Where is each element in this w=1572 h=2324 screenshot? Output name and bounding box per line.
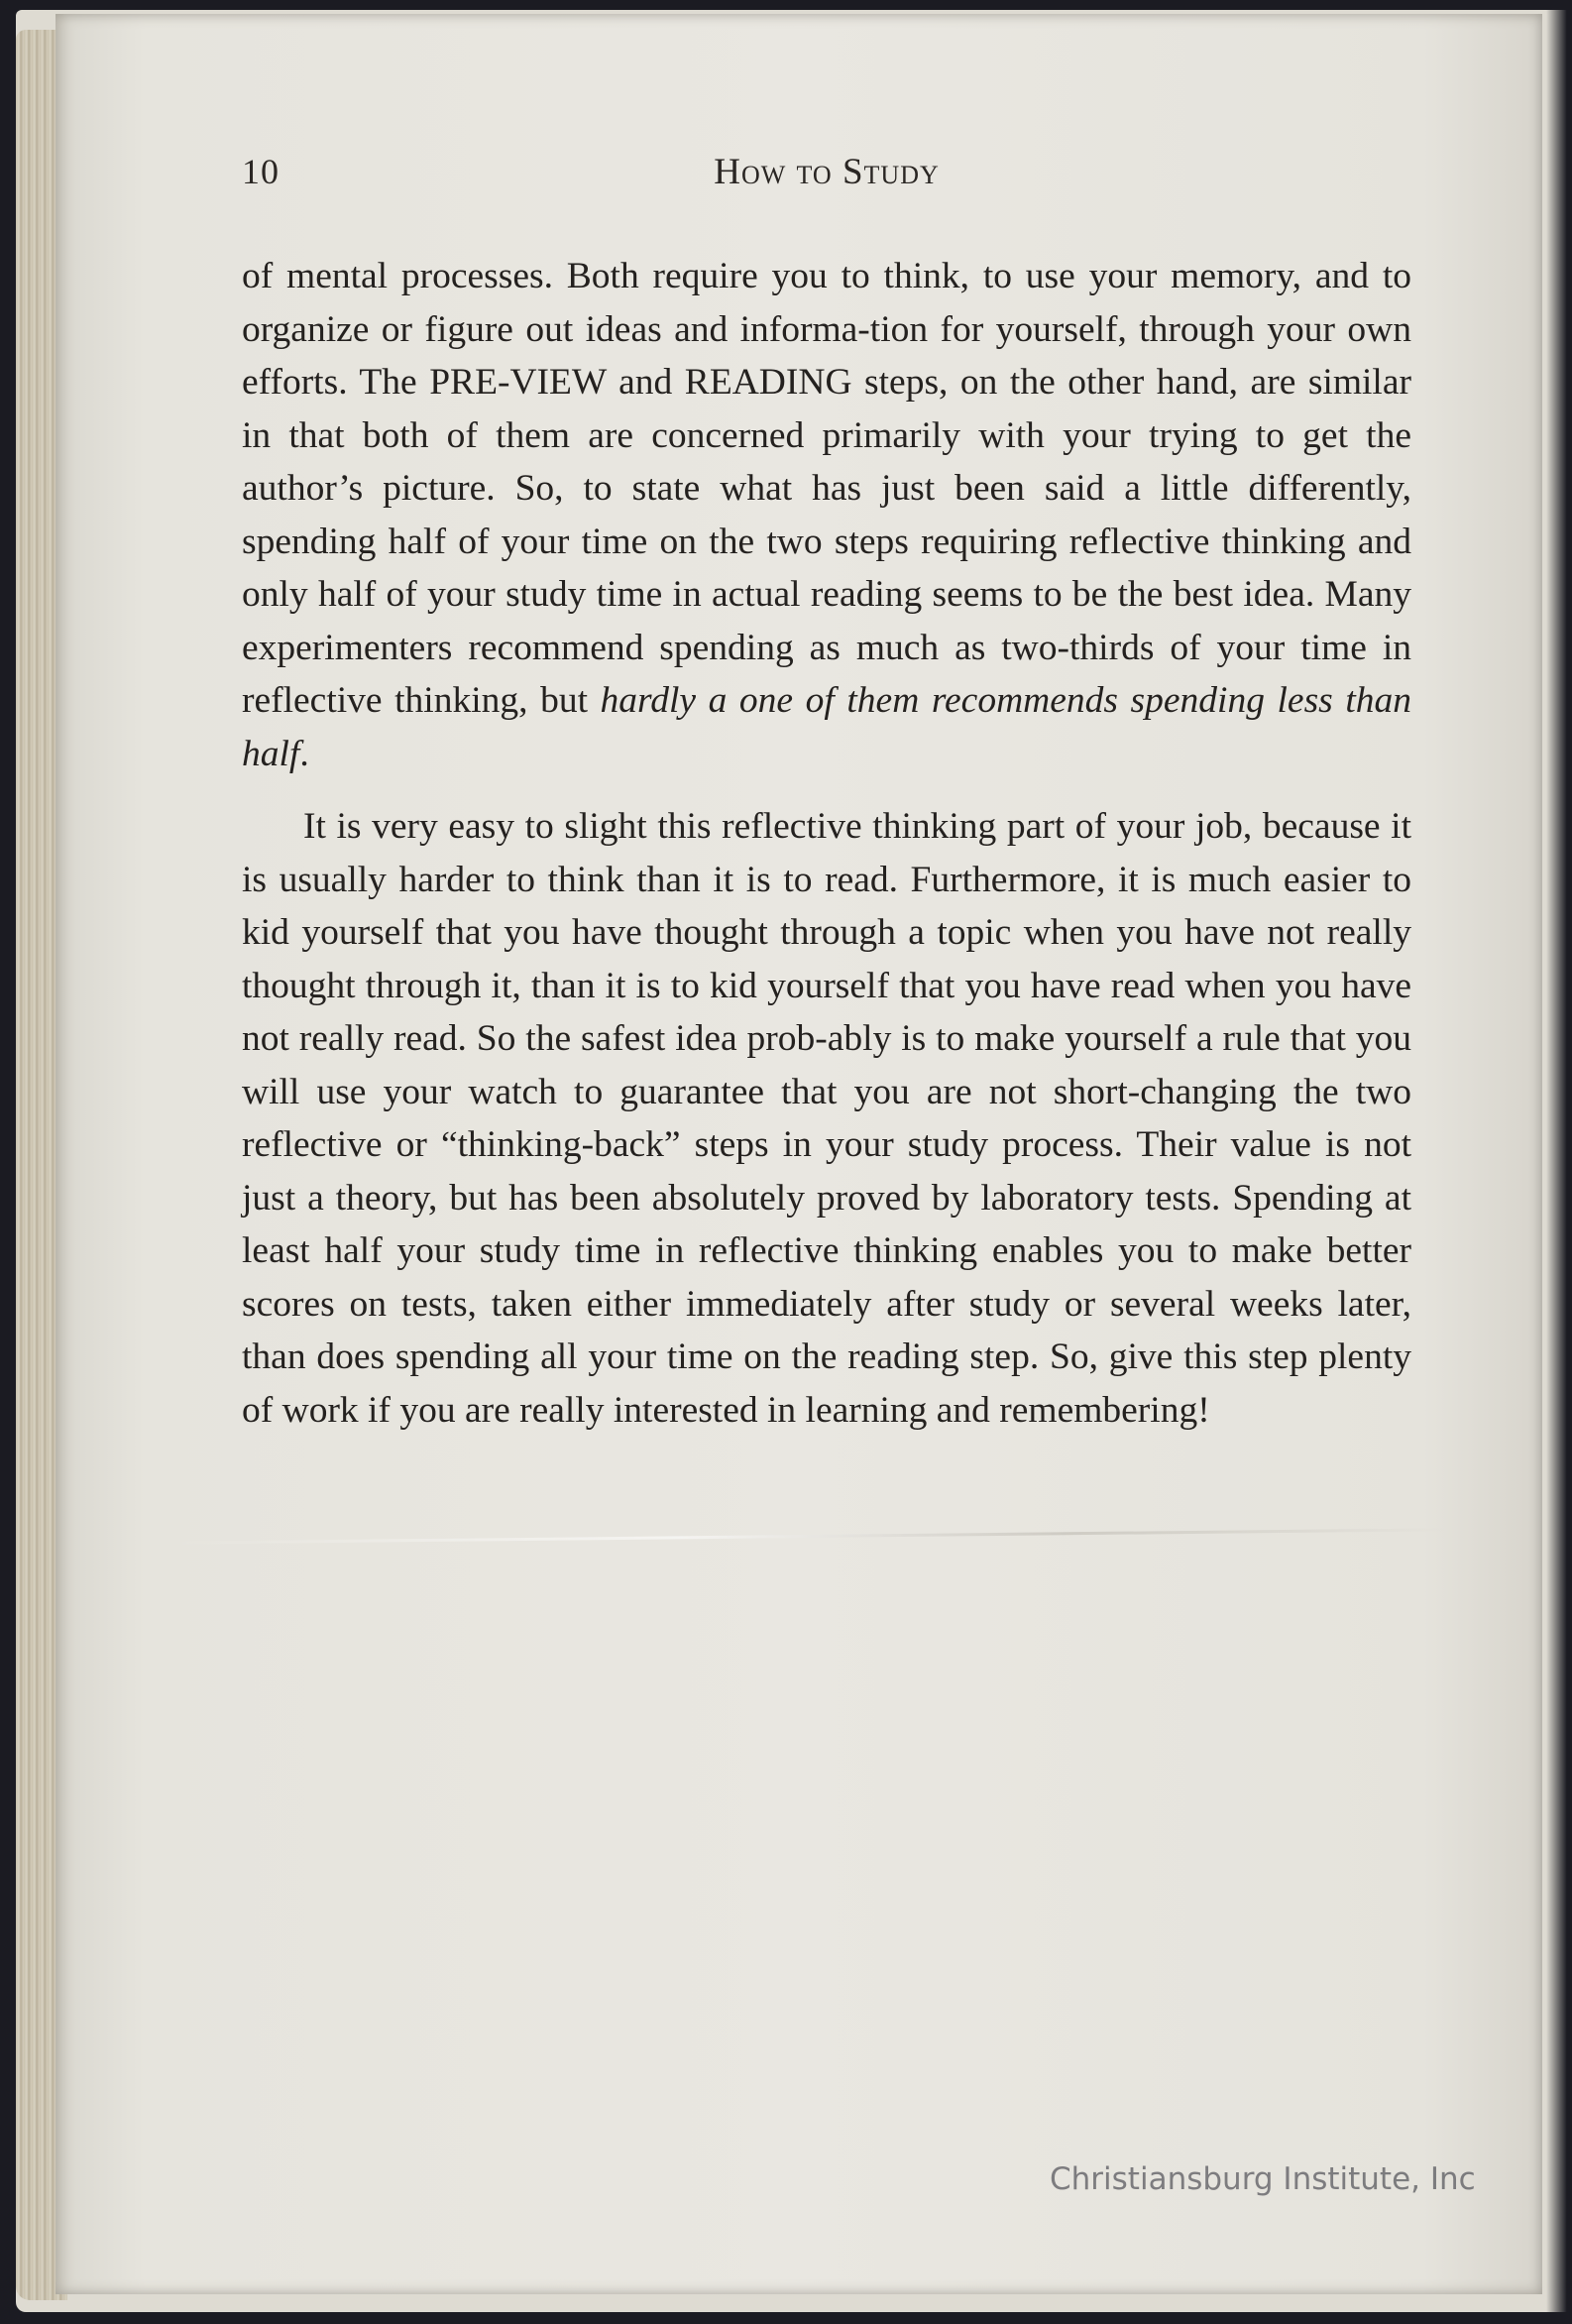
running-title: How to Study: [714, 152, 940, 192]
paragraph-1-emphasis: hardly a one of them recommends spending less than half: [242, 680, 1411, 774]
right-shadow: [1546, 0, 1572, 2324]
watermark: Christiansburg Institute, Inc: [1050, 2161, 1476, 2197]
paragraph-1: [242, 250, 1411, 780]
paragraph-1-text: of mental processes. Both require you to think, to use your memory, and to organize or figure out ideas and informa-tion for yourself, through your own efforts. The PRE-VIEW and READING steps, on the other hand, are similar in that both of them are concerned primarily with your trying to get the author’s picture. So, to state what has just been said a little differently, spending half of your time on the two steps requiring reflective thinking and only half of your study time in actual reading seems to be the best idea. Many experimenters recommend spending as much as two-thirds of your time in reflective thinking, but: [242, 256, 1411, 721]
body-text: [242, 250, 1411, 1437]
page-header: [242, 151, 1411, 200]
paragraph-1-end: .: [299, 733, 309, 774]
page-number: 10: [242, 152, 280, 191]
paragraph-2: It is very easy to slight this reflective thinking part of your job, because it is usually harder to think than it is to read. Furthermore, it is much easier to kid yourself that you have thought through a topic when you have not really thought through it, than it is to kid yourself that you have read when you have not really read. So the safest idea prob-ably is to make yourself a rule that you will use your watch to guarantee that you are not short-changing the two reflective or “thinking-back” steps in your study process. Their value is not just a theory, but has been absolutely proved by laboratory tests. Spending at least half your study time in reflective thinking enables you to make better scores on tests, taken either immediately after study or several weeks later, than does spending all your time on the reading step. So, give this step plenty of work if you are really interested in learning and remembering!: [242, 806, 1411, 1431]
